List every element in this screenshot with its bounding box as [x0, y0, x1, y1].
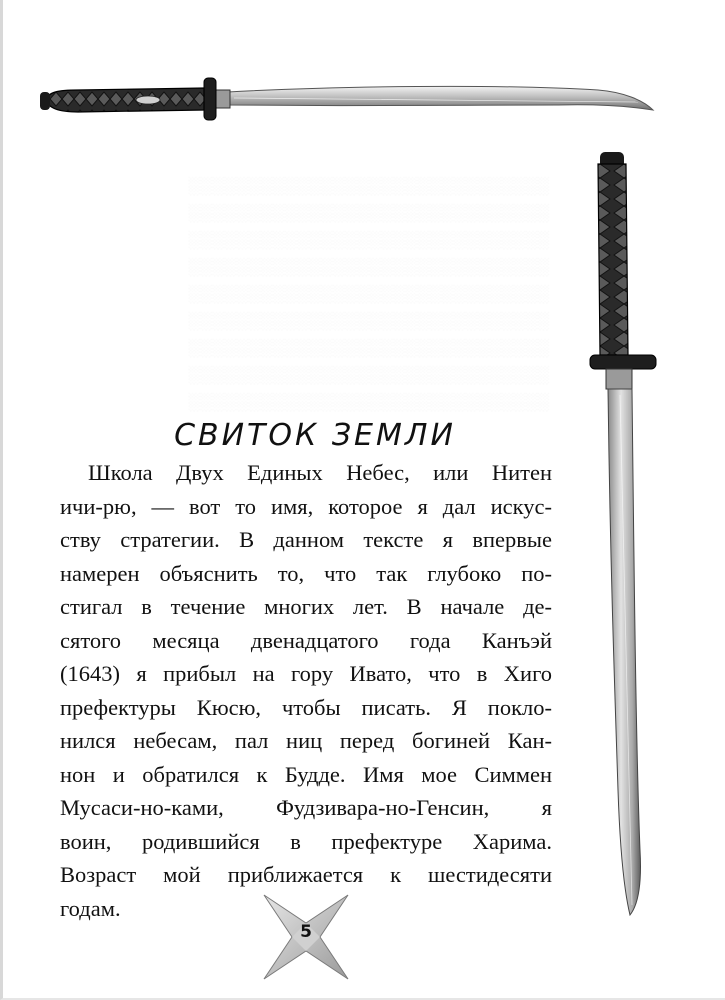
body-line: нон и обратился к Будде. Имя мое Симмен — [60, 761, 552, 787]
body-line: Школа Двух Единых Небес, или Нитен — [88, 460, 552, 485]
body-line: нился небесам, пал ниц перед богиней Кан- — [60, 728, 552, 753]
body-line: Мусаси-но-ками, Фудзивара-но-Генсин, я — [60, 795, 552, 820]
body-line: ству стратегии. В данном тексте я впервые — [60, 527, 552, 552]
body-line: ичи-рю, — вот то имя, которое я дал искус- — [60, 493, 552, 519]
body-line: намерен объяснить то, что так глубоко по- — [60, 560, 552, 586]
body-line: стигал в течение многих лет. В начале де- — [60, 594, 552, 619]
body-line: префектуры Кюсю, чтобы писать. Я покло- — [60, 694, 552, 720]
horizontal-katana-illustration — [38, 72, 658, 124]
body-paragraph — [60, 456, 552, 925]
bleed-through-texture: ░░░░░░░░░░░░░░░░░░░░░░░░░░░░░░ ░░░░░░░░░░░░░░░░░░░░░░░░░░░░░░ ░░░░░░░░░░░░░░░░░░░░░░░░░░░░░░ ░░░░░░░░░░░░░░░░░░░░░░░░░░░░░░ ░░░░░░░░░░░░░░░░░░░░░░░░░░░░░░ ░░░░░░░░░░░░░░░░░░░░░░░░░░░░░░ ░░░░░░░░░░░░░░░░░░░░░░░░░░░░░░ ░░░░░░░░░░░░░░░░░░░░░░░░░░░░░░ ░░░░░░░░░░░░░░░░░░░░░░░░░░░░░░ — [188, 176, 550, 411]
body-line: (1643) я прибыл на гору Ивато, что в Хиго — [60, 661, 552, 686]
body-line: Возраст мой приближается к шестидесяти — [60, 862, 552, 887]
body-line: воин, родившийся в префектуре Харима. — [60, 828, 552, 854]
body-line: сятого месяца двенадцатого года Канъэй — [60, 627, 552, 653]
vertical-katana-illustration — [588, 150, 664, 920]
page-number: 5 — [300, 922, 312, 942]
body-line: годам. — [60, 895, 121, 921]
chapter-title: СВИТОК ЗЕМЛИ — [174, 418, 456, 454]
